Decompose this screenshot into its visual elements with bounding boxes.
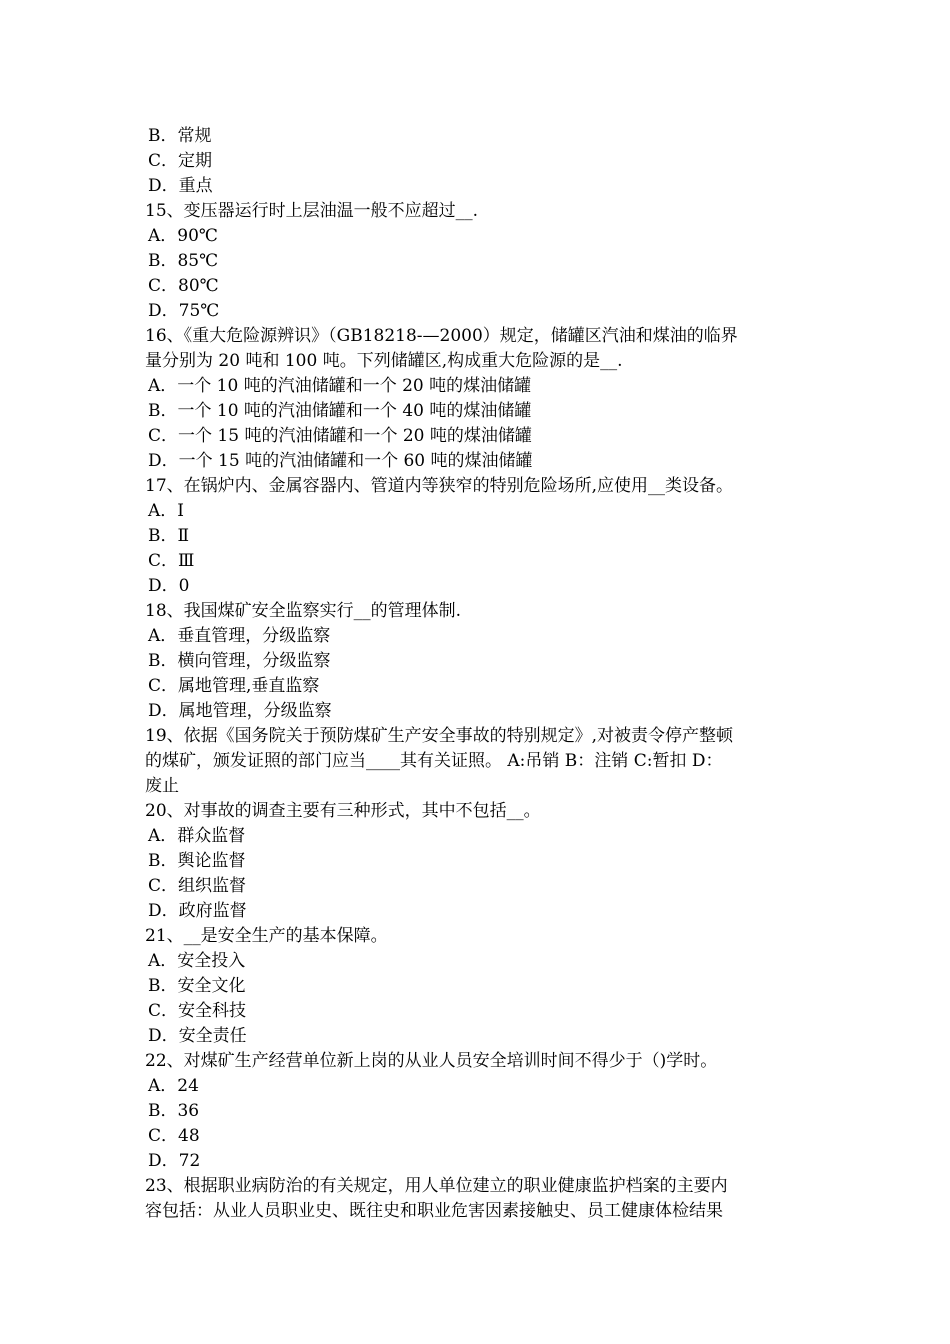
question-text: 15、变压器运行时上层油温一般不应超过__. xyxy=(145,201,479,221)
question-text: 18、我国煤矿安全监察实行__的管理体制. xyxy=(145,601,462,621)
answer-option: A．垂直管理，分级监察 xyxy=(148,626,331,646)
question-text: 19、依据《国务院关于预防煤矿生产安全事故的特别规定》,对被责令停产整顿 xyxy=(145,726,734,746)
question-text: 20、对事故的调查主要有三种形式，其中不包括__。 xyxy=(145,801,541,821)
answer-option: A．90℃ xyxy=(148,226,218,246)
answer-option: D．一个 15 吨的汽油储罐和一个 60 吨的煤油储罐 xyxy=(148,451,533,471)
answer-option: D．75℃ xyxy=(148,301,220,321)
answer-option: B．横向管理，分级监察 xyxy=(148,651,331,671)
question-text: 21、__是安全生产的基本保障。 xyxy=(145,926,388,946)
question-text: 17、在锅炉内、金属容器内、管道内等狭窄的特别危险场所,应使用__类设备。 xyxy=(145,476,734,496)
answer-option: D．重点 xyxy=(148,176,213,196)
answer-option: B．舆论监督 xyxy=(148,851,246,871)
answer-option: C．定期 xyxy=(148,151,213,171)
answer-option: A．一个 10 吨的汽油储罐和一个 20 吨的煤油储罐 xyxy=(148,376,532,396)
answer-option: B．一个 10 吨的汽油储罐和一个 40 吨的煤油储罐 xyxy=(148,401,532,421)
answer-option: D．72 xyxy=(148,1151,201,1171)
answer-option: C．组织监督 xyxy=(148,876,247,896)
answer-option: B．安全文化 xyxy=(148,976,246,996)
answer-option: D．安全责任 xyxy=(148,1026,247,1046)
question-text: 23、根据职业病防治的有关规定，用人单位建立的职业健康监护档案的主要内 xyxy=(145,1176,728,1196)
answer-option: C．48 xyxy=(148,1126,200,1146)
answer-option: D．属地管理，分级监察 xyxy=(148,701,332,721)
answer-option: B．Ⅱ xyxy=(148,526,190,546)
answer-option: A．Ⅰ xyxy=(148,501,184,521)
answer-option: C．属地管理,垂直监察 xyxy=(148,676,320,696)
answer-option: C．80℃ xyxy=(148,276,219,296)
question-text: 的煤矿，颁发证照的部门应当____其有关证照。 A:吊销 B：注销 C:暂扣 D： xyxy=(145,751,723,771)
answer-option: B．85℃ xyxy=(148,251,219,271)
answer-option: C．Ⅲ xyxy=(148,551,195,571)
question-text: 16、《重大危险源辨识》（GB18218-—2000）规定，储罐区汽油和煤油的临界 xyxy=(145,326,738,346)
answer-option: B．36 xyxy=(148,1101,200,1121)
answer-option: C．安全科技 xyxy=(148,1001,247,1021)
answer-option: D．0 xyxy=(148,576,190,596)
question-text: 容包括：从业人员职业史、既往史和职业危害因素接触史、员工健康体检结果 xyxy=(145,1201,723,1221)
question-text: 量分别为 20 吨和 100 吨。下列储罐区,构成重大危险源的是__. xyxy=(145,351,623,371)
question-text: 废止 xyxy=(145,776,179,796)
answer-option: C．一个 15 吨的汽油储罐和一个 20 吨的煤油储罐 xyxy=(148,426,532,446)
answer-option: B．常规 xyxy=(148,126,212,146)
answer-option: D．政府监督 xyxy=(148,901,247,921)
answer-option: A．群众监督 xyxy=(148,826,246,846)
answer-option: A．安全投入 xyxy=(148,951,246,971)
answer-option: A．24 xyxy=(148,1076,199,1096)
question-list xyxy=(145,124,810,1224)
question-text: 22、对煤矿生产经营单位新上岗的从业人员安全培训时间不得少于（)学时。 xyxy=(145,1051,718,1071)
